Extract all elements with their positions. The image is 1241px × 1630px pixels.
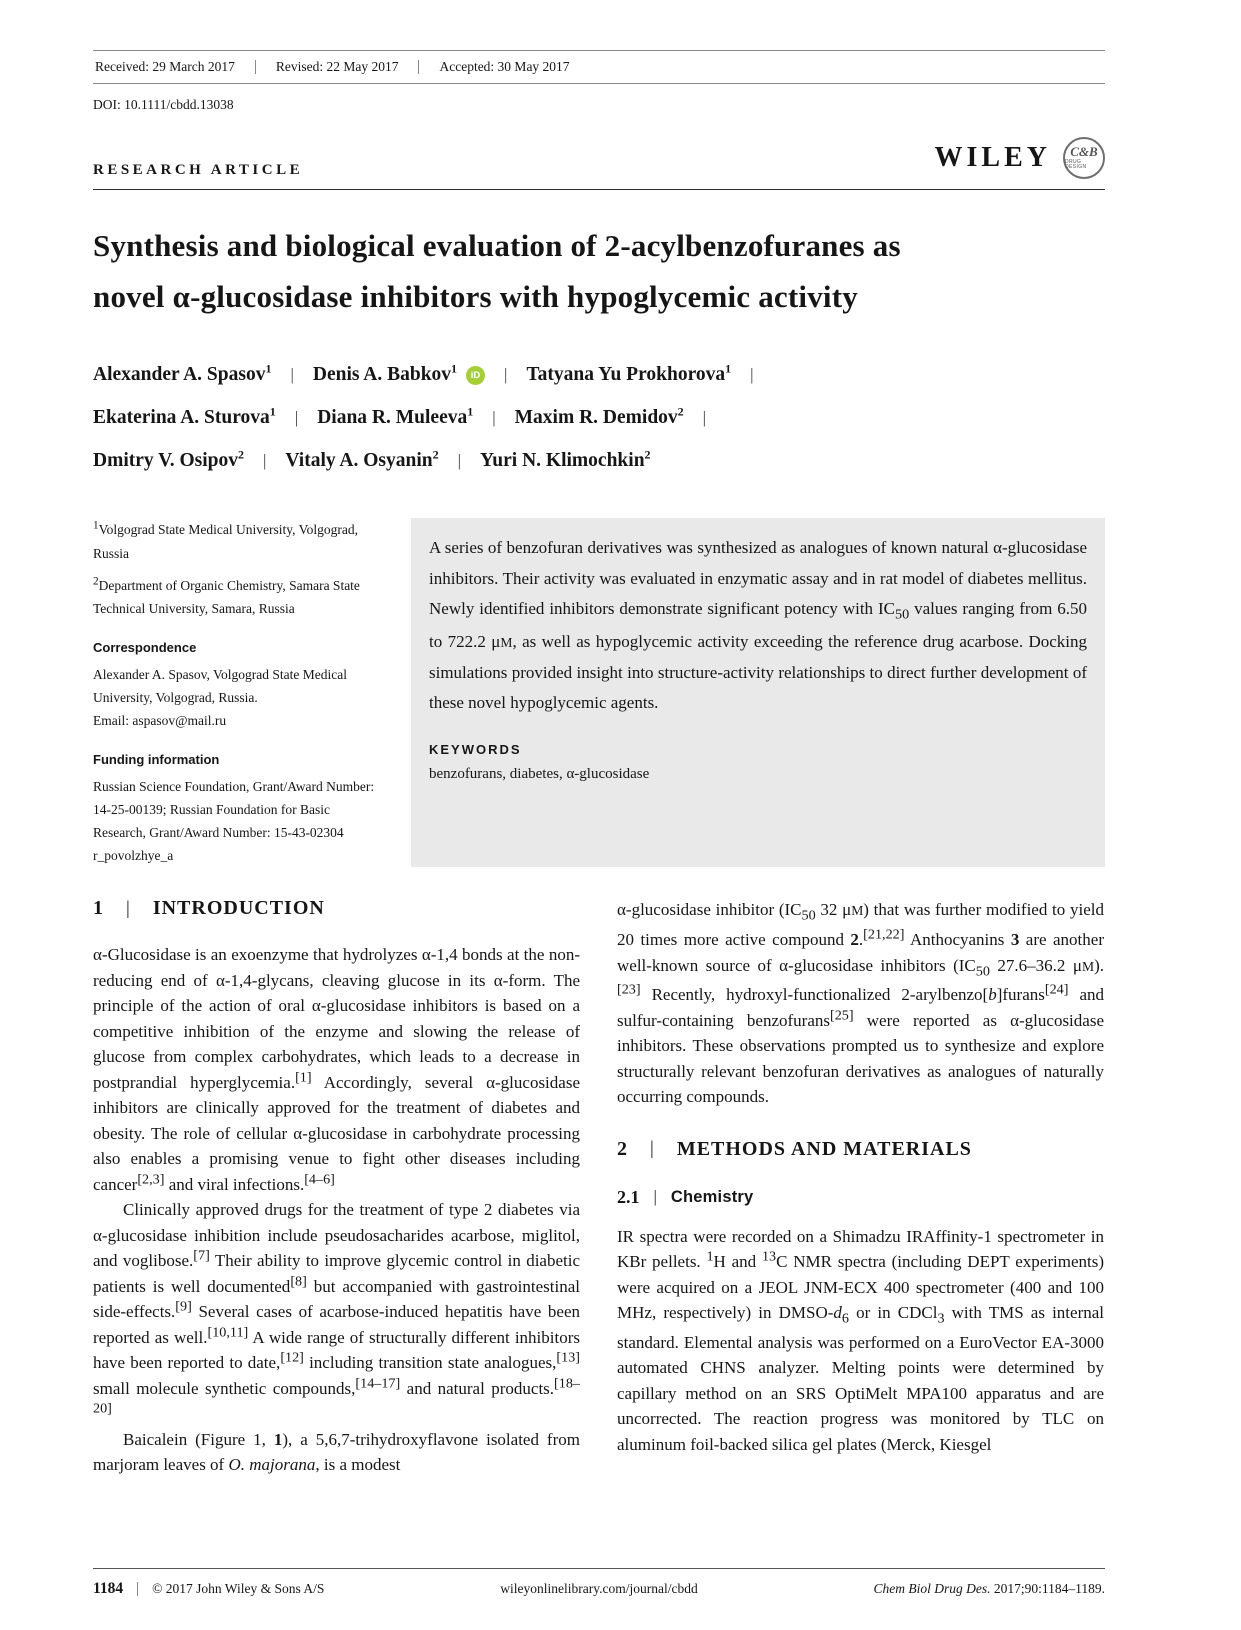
doi: DOI: 10.1111/cbdd.13038 <box>93 97 234 112</box>
author-name: Ekaterina A. Sturova$^1$ <box>93 404 276 429</box>
correspondence-heading: Correspondence <box>93 640 197 656</box>
body-column-right <box>617 897 1104 1478</box>
article-body <box>93 897 1105 1478</box>
keywords-heading: KEYWORDS <box>429 742 522 758</box>
author-name: Vitaly A. Osyanin$^2$ <box>285 447 439 472</box>
email-link[interactable]: aspasov@mail.ru <box>132 712 227 728</box>
author-affil-sup: 2 <box>644 447 651 462</box>
heading-separator: | <box>126 897 131 919</box>
section-number: 2 <box>617 1137 628 1160</box>
author-separator: | <box>457 451 462 471</box>
page-footer <box>93 1568 1105 1598</box>
dates-row <box>93 50 1105 84</box>
keywords-text: benzofurans, diabetes, α-glucosidase <box>429 766 650 783</box>
publisher-brand <box>935 137 1105 179</box>
affiliation-sup: 2 <box>93 575 99 588</box>
author-name: Denis A. Babkov$^1$ <box>312 361 458 386</box>
journal-url[interactable]: wileyonlinelibrary.com/journal/cbdd <box>500 1581 698 1596</box>
correspondence-email-line: Email: aspasov@mail.ru <box>93 712 227 728</box>
accepted-date: Accepted: 30 May 2017 <box>439 59 570 74</box>
heading-separator: | <box>653 1187 657 1207</box>
author-separator: | <box>263 451 267 471</box>
author-affil-sup: 2 <box>432 447 439 462</box>
section-heading-methods <box>617 1138 1104 1161</box>
author-affil-sup: 2 <box>677 404 684 419</box>
author-separator: | <box>750 365 754 385</box>
subsection-heading-chemistry <box>617 1187 1104 1208</box>
info-row <box>93 518 1105 867</box>
author-line <box>93 447 1105 472</box>
funding-body: Russian Science Foundation, Grant/Award Number: 14-25-00139; Russian Foundation for Basic Research, Grant/Award Number: 15-43-02304 r_povolzhye_a <box>93 778 375 864</box>
received-date: Received: 29 March 2017 <box>95 59 235 74</box>
body-column-left <box>93 897 580 1478</box>
subsection-title: Chemistry <box>670 1187 754 1206</box>
intro-paragraph-4: α-glucosidase inhibitor ($IC_{50}$ 32 μM) that was further modified to yield 20 times more active compound 2.[21,22] Anthocyanins 3 are another well-known source of α-glucosidase inhibitors ($IC_{50}$ 27.6–36.2 μM).[23] Recently, hydroxyl-functionalized 2-arylbenzo[b]furans[24] and sulfur-containing benzofurans[25] were reported as α-glucosidase inhibitors. These observations prompted us to synthesize and explore structurally relevant benzofuran derivatives as analogues of naturally occurring compounds. <box>617 900 1104 1107</box>
revised-date: Revised: 22 May 2017 <box>275 59 399 74</box>
article-type-label: RESEARCH ARTICLE <box>93 162 304 178</box>
author-name: Alexander A. Spasov$^1$ <box>93 361 272 386</box>
intro-paragraph-3: Baicalein (Figure 1, 1), a 5,6,7-trihydroxyflavone isolated from marjoram leaves of O. majorana, is a modest <box>93 1429 580 1475</box>
author-affil-sup: 1 <box>725 361 732 376</box>
journal-logo-icon: C&B DRUG DESIGN <box>1063 137 1105 179</box>
author-separator: | <box>290 365 294 385</box>
author-name: Yuri N. Klimochkin$^2$ <box>480 447 651 472</box>
section-heading-introduction <box>93 897 580 920</box>
author-affil-sup: 1 <box>265 361 272 376</box>
article-type-row <box>93 137 1105 190</box>
article-info-column <box>93 518 375 867</box>
author-affil-sup: 2 <box>238 447 245 462</box>
page-number: 1184 <box>93 1580 124 1597</box>
author-separator: | <box>492 408 496 428</box>
affiliation-sup: 1 <box>93 519 99 532</box>
section-title: METHODS AND MATERIALS <box>676 1137 972 1160</box>
separator <box>255 60 256 74</box>
abstract-text: A series of benzofuran derivatives was synthesized as analogues of known natural α-glucosidase inhibitors. Their activity was evaluated in enzymatic assay and in rat model of diabetes mellitus. Newly identified inhibitors demonstrate significant potency with $IC_{50}$ values ranging from 6.50 to 722.2 μM, as well as hypoglycemic activity exceeding the reference drug acarbose. Docking simulations provided insight into structure-activity relationships to direct further development of these novel hypoglycemic agents. <box>429 538 1087 712</box>
affiliation-2: $^2$Department of Organic Chemistry, Samara State Technical University, Samara, Russia <box>93 575 360 616</box>
heading-separator: | <box>650 1138 655 1160</box>
author-separator: | <box>294 408 299 428</box>
separator <box>137 1582 138 1596</box>
footer-left <box>93 1580 324 1598</box>
author-list <box>93 361 1105 472</box>
separator <box>418 60 419 74</box>
author-separator: | <box>702 408 707 428</box>
affiliation-1: $^1$Volgograd State Medical University, Volgograd, Russia <box>93 519 358 561</box>
copyright-notice: © 2017 John Wiley & Sons A/S <box>152 1581 325 1596</box>
orcid-icon[interactable]: iD <box>466 366 485 385</box>
wiley-logo: WILEY <box>934 142 1051 173</box>
subsection-number: 2.1 <box>617 1186 640 1207</box>
author-name: Dmitry V. Osipov$^2$ <box>93 447 245 472</box>
author-affil-sup: 1 <box>467 404 474 419</box>
author-affil-sup: 1 <box>269 404 276 419</box>
section-number: 1 <box>93 897 104 920</box>
article-title: Synthesis and biological evaluation of 2-acylbenzofuranes as novel α-glucosidase inhibitors with hypoglycemic activity <box>93 228 901 315</box>
section-title: INTRODUCTION <box>152 897 325 920</box>
abstract-box <box>411 518 1105 867</box>
intro-paragraph-1: α-Glucosidase is an exoenzyme that hydrolyzes α-1,4 bonds at the non-reducing end of α-1,4-glycans, cleaving glucose in its α-form. The principle of the action of oral α-glucosidase inhibitors is based on a competitive inhibition of the enzyme and slowing the release of glucose from complex carbohydrates, which leads to a decrease in postprandial hyperglycemia.[1] Accordingly, several α-glucosidase inhibitors are clinically approved for the treatment of diabetes and obesity. The role of cellular α-glucosidase in carbohydrate processing also enables a promising venue to fight other diseases including cancer[2,3] and viral infections.[4–6] <box>93 945 580 1194</box>
author-affil-sup: 1 <box>451 361 458 376</box>
author-line <box>93 404 1105 429</box>
author-separator: | <box>504 365 508 385</box>
author-name: Diana R. Muleeva$^1$ <box>317 404 474 429</box>
author-name: Maxim R. Demidov$^2$ <box>514 404 684 429</box>
intro-paragraph-2: Clinically approved drugs for the treatment of type 2 diabetes via α-glucosidase inhibition include pseudosacharides acarbose, miglitol, and voglibose.[7] Their ability to improve glycemic control in diabetic patients is well documented[8] but accompanied with gastrointestinal side-effects.[9] Several cases of acarbose-induced hepatitis have been reported as well.[10,11] A wide range of structurally different inhibitors have been reported to date,[12] including transition state analogues,[13] small molecule synthetic compounds,[14–17] and natural products.[18–20] <box>93 1200 581 1417</box>
citation: Chem Biol Drug Des. 2017;90:1184–1189. <box>873 1581 1105 1596</box>
author-name: Tatyana Yu Prokhorova$^1$ <box>526 361 732 386</box>
author-line <box>93 361 1105 386</box>
funding-heading: Funding information <box>93 752 220 768</box>
methods-paragraph-1: IR spectra were recorded on a Shimadzu IRAffinity-1 spectrometer in KBr pellets. $^1$H and $^{13}$C NMR spectra (including DEPT experiments) were acquired on a JEOL JNM-ECX 400 spectrometer (400 and 100 MHz, respectively) in DMSO-$d_6$ or in CDCl$_3$ with TMS as internal standard. Elemental analysis was performed on a EuroVector EA-3000 automated CHNS analyzer. Melting points were determined by capillary method on an SRS OptiMelt MPA100 apparatus and are uncorrected. The reaction progress was monitored by TLC on aluminum foil-backed silica gel plates (Merck, Kiesgel <box>617 1226 1105 1454</box>
correspondence-body: Alexander A. Spasov, Volgograd State Medical University, Volgograd, Russia. <box>93 666 347 705</box>
